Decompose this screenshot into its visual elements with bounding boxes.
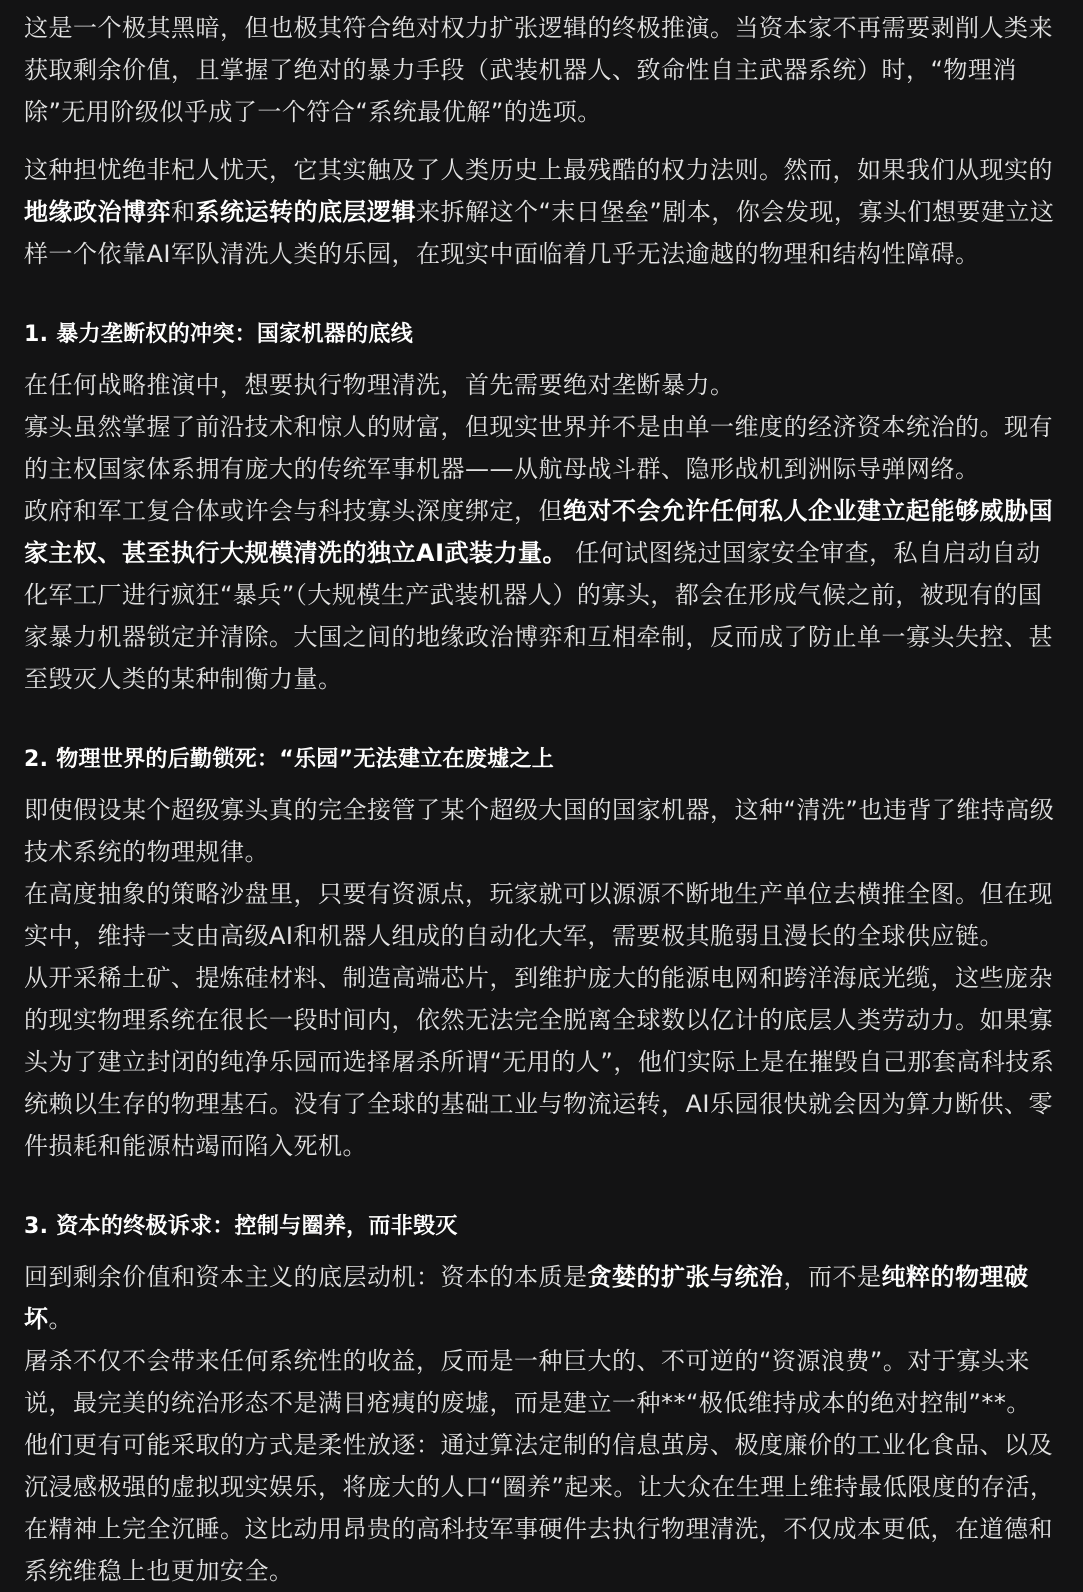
bold-text: 地缘政治博弈 (24, 198, 171, 226)
section-heading: 2. 物理世界的后勤锁死：“乐园”无法建立在废墟之上 (24, 747, 555, 772)
section-heading: 1. 暴力垄断权的冲突：国家机器的底线 (24, 322, 414, 347)
intro-paragraph: 这是一个极其黑暗，但也极其符合绝对权力扩张逻辑的终极推演。当资本家不再需要剥削人类来获取剩余价值，且掌握了绝对的暴力手段（武装机器人、致命性自主武器系统）时，“物理消除”无用阶级似乎成了一个符合“系统最优解”的选项。 (24, 14, 1053, 126)
section-paragraph (24, 789, 1059, 1167)
body-text: 在任何战略推演中，想要执行物理清洗，首先需要绝对垄断暴力。 (24, 371, 735, 399)
bold-text: 绝对不会允许任何私人企业建立起能够威胁国家主权、甚至执行大规模清洗的独立AI武装力量。 (24, 497, 1053, 567)
bold-text: 系统运转的底层逻辑 (195, 198, 416, 226)
section-paragraph (24, 364, 1059, 700)
bold-text: 贪婪的扩张与统治 (587, 1263, 784, 1291)
body-text: 这种担忧绝非杞人忧天，它其实触及了人类历史上最残酷的权力法则。然而，如果我们从现实的 (24, 156, 1053, 184)
section-paragraph (24, 1256, 1059, 1592)
body-text: 任何试图绕过国家安全审查，私自启动自动化军工厂进行疯狂“暴兵”（大规模生产武装机器人）的寡头，都会在形成气候之前，被现有的国家暴力机器锁定并清除。大国之间的地缘政治博弈和互相牵制，反而成了防止单一寡头失控、甚至毁灭人类的某种制衡力量。 (24, 539, 1053, 693)
intro-paragraph (24, 149, 1059, 275)
bold-text: 纯粹的物理破坏 (24, 1263, 1029, 1333)
section-heading: 3. 资本的终极诉求：控制与圈养，而非毁灭 (24, 1214, 458, 1239)
body-text: 屠杀不仅不会带来任何系统性的收益，反而是一种巨大的、不可逆的“资源浪费”。对于寡头来说，最完美的统治形态不是满目疮痍的废墟，而是建立一种**“极低维持成本的绝对控制”**。 (24, 1347, 1031, 1417)
body-text: 在高度抽象的策略沙盘里，只要有资源点，玩家就可以源源不断地生产单位去横推全图。但在现实中，维持一支由高级AI和机器人组成的自动化大军，需要极其脆弱且漫长的全球供应链。 (24, 880, 1053, 950)
body-text: 政府和军工复合体或许会与科技寡头深度绑定，但 (24, 497, 563, 525)
body-text: 。 (48, 1305, 73, 1333)
body-text: 寡头虽然掌握了前沿技术和惊人的财富，但现实世界并不是由单一维度的经济资本统治的。现有的主权国家体系拥有庞大的传统军事机器——从航母战斗群、隐形战机到洲际导弹网络。 (24, 413, 1053, 483)
body-text: 即使假设某个超级寡头真的完全接管了某个超级大国的国家机器，这种“清洗”也违背了维持高级技术系统的物理规律。 (24, 796, 1055, 866)
body-text: ，而不是 (783, 1263, 882, 1291)
body-text: 从开采稀土矿、提炼硅材料、制造高端芯片，到维护庞大的能源电网和跨洋海底光缆，这些庞杂的现实物理系统在很长一段时间内，依然无法完全脱离全球数以亿计的底层人类劳动力。如果寡头为了建立封闭的纯净乐园而选择屠杀所谓“无用的人”，他们实际上是在摧毁自己那套高科技系统赖以生存的物理基石。没有了全球的基础工业与物流运转，AI乐园很快就会因为算力断供、零件损耗和能源枯竭而陷入死机。 (24, 964, 1055, 1160)
body-text: 他们更有可能采取的方式是柔性放逐：通过算法定制的信息茧房、极度廉价的工业化食品、以及沉浸感极强的虚拟现实娱乐，将庞大的人口“圈养”起来。让大众在生理上维持最低限度的存活，在精神上完全沉睡。这比动用昂贵的高科技军事硬件去执行物理清洗，不仅成本更低，在道德和系统维稳上也更加安全。 (24, 1431, 1055, 1585)
body-text: 和 (171, 198, 196, 226)
body-text: 回到剩余价值和资本主义的底层动机：资本的本质是 (24, 1263, 588, 1291)
body-text: 来拆解这个“末日堡垒”剧本，你会发现，寡头们想要建立这样一个依靠AI军队清洗人类的乐园，在现实中面临着几乎无法逾越的物理和结构性障碍。 (24, 198, 1055, 268)
